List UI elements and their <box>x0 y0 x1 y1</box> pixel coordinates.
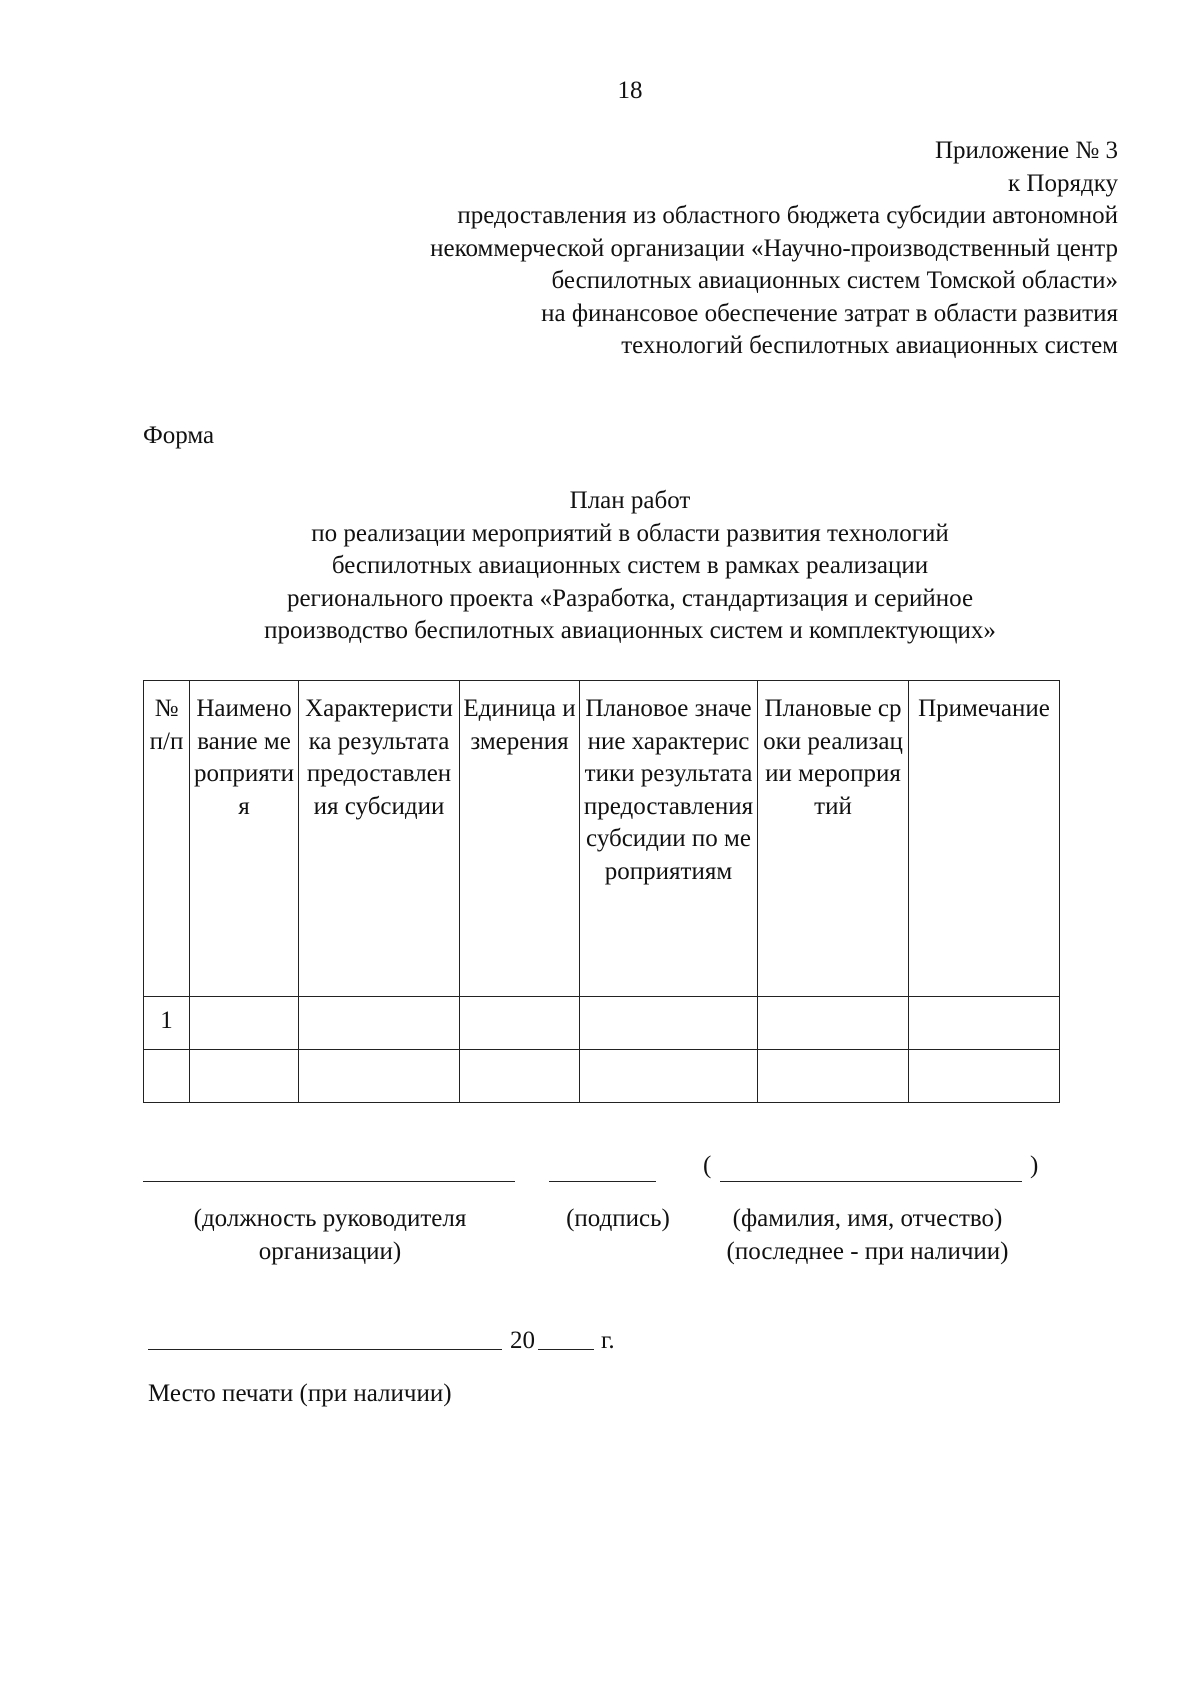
position-signature-line <box>143 1181 515 1182</box>
header-unit: Единица измерения <box>460 681 580 997</box>
table-cell <box>299 1050 460 1103</box>
plan-title-line: производство беспилотных авиационных систем и комплектующих» <box>264 617 996 644</box>
table-cell: 1 <box>144 997 190 1050</box>
table-cell <box>299 997 460 1050</box>
table-cell <box>144 1050 190 1103</box>
table-row <box>144 1050 1060 1103</box>
table-cell <box>909 997 1060 1050</box>
date-year-prefix: 20 <box>510 1327 535 1354</box>
header-number: № п/п <box>144 681 190 997</box>
appendix-header <box>218 135 1118 363</box>
plan-title-line: регионального проекта «Разработка, стандартизация и серийное <box>286 584 974 612</box>
table-cell <box>580 997 758 1050</box>
name-open-paren: ( <box>703 1152 712 1179</box>
date-year-line <box>538 1349 594 1350</box>
name-close-paren: ) <box>1030 1152 1039 1179</box>
signature-line <box>549 1181 656 1182</box>
form-label: Форма <box>143 422 215 449</box>
table-cell <box>758 1050 909 1103</box>
header-result-characteristic: Характеристика результата предоставления субсидии <box>299 681 460 997</box>
stamp-place-label: Место печати (при наличии) <box>148 1380 452 1407</box>
appendix-line: технологий беспилотных авиационных систем <box>621 332 1118 359</box>
table-header-row <box>144 681 1060 997</box>
appendix-line: предоставления из областного бюджета субсидии автономной <box>457 202 1118 229</box>
table-cell <box>580 1050 758 1103</box>
table-cell <box>460 997 580 1050</box>
table-cell <box>190 997 299 1050</box>
position-caption: (должность руководителя организации) <box>193 1205 467 1265</box>
signature-caption: (подпись) <box>566 1205 670 1232</box>
plan-title <box>130 485 1130 648</box>
plan-title-line: беспилотных авиационных систем в рамках реализации <box>331 552 929 579</box>
table-cell <box>909 1050 1060 1103</box>
table-row <box>144 997 1060 1050</box>
appendix-line: на финансовое обеспечение затрат в области развития <box>541 299 1118 327</box>
table-cell <box>460 1050 580 1103</box>
table-cell <box>758 997 909 1050</box>
date-year-suffix: г. <box>601 1327 615 1354</box>
header-activity-name: Наименование мероприятия <box>190 681 299 997</box>
plan-title-line: План работ <box>569 487 691 514</box>
header-planned-value: Плановое значение характеристики результата предоставления субсидии по мероприятиям <box>580 681 758 997</box>
appendix-line: беспилотных авиационных систем Томской области» <box>551 267 1118 294</box>
appendix-line: некоммерческой организации «Научно-производственный центр <box>430 234 1118 262</box>
date-day-month-line <box>148 1349 502 1350</box>
plan-title-line: по реализации мероприятий в области развития технологий <box>311 519 949 547</box>
appendix-line: к Порядку <box>1008 169 1118 197</box>
plan-table <box>143 680 1060 1103</box>
name-caption: (фамилия, имя, отчество) (последнее - при наличии) <box>726 1205 1009 1265</box>
name-signature-line <box>720 1181 1022 1182</box>
page-number: 18 <box>617 77 643 104</box>
appendix-line: Приложение № 3 <box>934 137 1118 164</box>
header-note: Примечание <box>909 681 1060 997</box>
header-planned-dates: Плановые сроки реализации мероприятий <box>758 681 909 997</box>
table-cell <box>190 1050 299 1103</box>
